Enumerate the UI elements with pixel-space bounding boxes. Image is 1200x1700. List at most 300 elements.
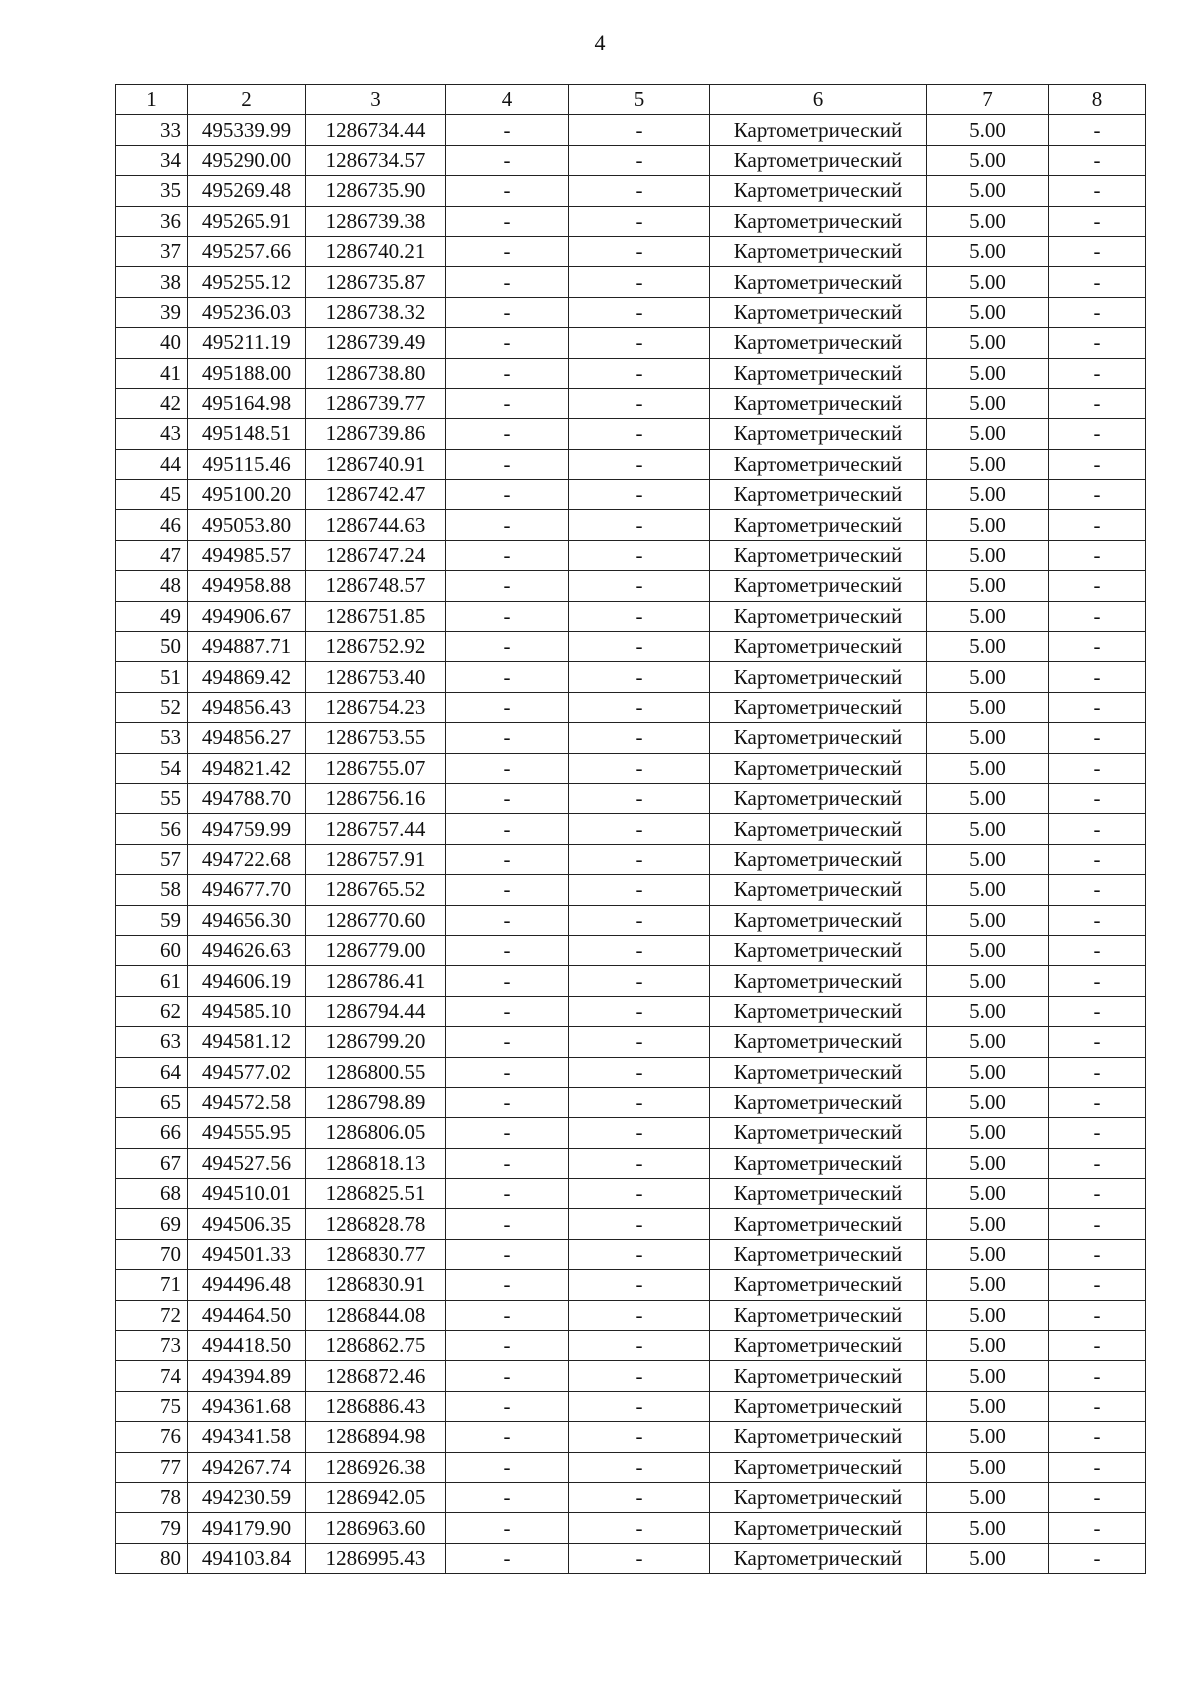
- table-row: [116, 1452, 1146, 1482]
- table-header-row: [116, 85, 1146, 115]
- cell-col4: -: [446, 753, 569, 783]
- cell-method: Картометрический: [710, 844, 927, 874]
- cell-method: Картометрический: [710, 388, 927, 418]
- cell-y: 1286756.16: [306, 783, 446, 813]
- cell-col8: -: [1049, 540, 1146, 570]
- cell-method: Картометрический: [710, 297, 927, 327]
- cell-y: 1286739.86: [306, 419, 446, 449]
- cell-accuracy: 5.00: [927, 966, 1049, 996]
- cell-x: 494887.71: [188, 632, 306, 662]
- cell-x: 495257.66: [188, 236, 306, 266]
- cell-method: Картометрический: [710, 1118, 927, 1148]
- cell-point-number: 52: [116, 692, 188, 722]
- cell-accuracy: 5.00: [927, 692, 1049, 722]
- cell-col4: -: [446, 236, 569, 266]
- cell-method: Картометрический: [710, 1179, 927, 1209]
- cell-method: Картометрический: [710, 814, 927, 844]
- cell-accuracy: 5.00: [927, 388, 1049, 418]
- cell-col8: -: [1049, 1270, 1146, 1300]
- cell-x: 494581.12: [188, 1027, 306, 1057]
- cell-col5: -: [569, 1027, 710, 1057]
- cell-x: 494230.59: [188, 1482, 306, 1512]
- cell-col4: -: [446, 480, 569, 510]
- table-row: [116, 1239, 1146, 1269]
- cell-method: Картометрический: [710, 1057, 927, 1087]
- cell-point-number: 51: [116, 662, 188, 692]
- cell-col8: -: [1049, 662, 1146, 692]
- cell-point-number: 33: [116, 115, 188, 145]
- cell-col8: -: [1049, 115, 1146, 145]
- cell-col5: -: [569, 1179, 710, 1209]
- cell-accuracy: 5.00: [927, 1543, 1049, 1573]
- cell-accuracy: 5.00: [927, 1239, 1049, 1269]
- table-row: [116, 1118, 1146, 1148]
- cell-accuracy: 5.00: [927, 328, 1049, 358]
- cell-x: 494394.89: [188, 1361, 306, 1391]
- cell-col4: -: [446, 935, 569, 965]
- cell-method: Картометрический: [710, 1239, 927, 1269]
- cell-col4: -: [446, 510, 569, 540]
- cell-accuracy: 5.00: [927, 632, 1049, 662]
- cell-y: 1286742.47: [306, 480, 446, 510]
- cell-y: 1286830.91: [306, 1270, 446, 1300]
- cell-col5: -: [569, 753, 710, 783]
- cell-y: 1286735.87: [306, 267, 446, 297]
- cell-method: Картометрический: [710, 783, 927, 813]
- cell-point-number: 54: [116, 753, 188, 783]
- cell-method: Картометрический: [710, 1422, 927, 1452]
- cell-accuracy: 5.00: [927, 115, 1049, 145]
- cell-method: Картометрический: [710, 723, 927, 753]
- table-row: [116, 753, 1146, 783]
- cell-method: Картометрический: [710, 753, 927, 783]
- table-row: [116, 1087, 1146, 1117]
- cell-col4: -: [446, 1422, 569, 1452]
- cell-col4: -: [446, 632, 569, 662]
- cell-accuracy: 5.00: [927, 1027, 1049, 1057]
- cell-y: 1286751.85: [306, 601, 446, 631]
- cell-accuracy: 5.00: [927, 844, 1049, 874]
- cell-col5: -: [569, 1148, 710, 1178]
- cell-y: 1286744.63: [306, 510, 446, 540]
- table-row: [116, 145, 1146, 175]
- cell-y: 1286765.52: [306, 875, 446, 905]
- cell-col5: -: [569, 571, 710, 601]
- cell-point-number: 37: [116, 236, 188, 266]
- cell-y: 1286798.89: [306, 1087, 446, 1117]
- cell-col5: -: [569, 875, 710, 905]
- cell-accuracy: 5.00: [927, 1118, 1049, 1148]
- cell-col4: -: [446, 1482, 569, 1512]
- cell-col5: -: [569, 1513, 710, 1543]
- cell-accuracy: 5.00: [927, 145, 1049, 175]
- cell-point-number: 60: [116, 935, 188, 965]
- cell-col5: -: [569, 267, 710, 297]
- cell-x: 494869.42: [188, 662, 306, 692]
- cell-y: 1286786.41: [306, 966, 446, 996]
- cell-y: 1286754.23: [306, 692, 446, 722]
- table-row: [116, 1057, 1146, 1087]
- cell-col8: -: [1049, 875, 1146, 905]
- table-row: [116, 1148, 1146, 1178]
- cell-col4: -: [446, 1331, 569, 1361]
- cell-col8: -: [1049, 935, 1146, 965]
- cell-y: 1286942.05: [306, 1482, 446, 1512]
- cell-col5: -: [569, 1361, 710, 1391]
- cell-point-number: 57: [116, 844, 188, 874]
- cell-col4: -: [446, 1087, 569, 1117]
- cell-point-number: 58: [116, 875, 188, 905]
- cell-x: 494906.67: [188, 601, 306, 631]
- table-row: [116, 480, 1146, 510]
- cell-y: 1286753.55: [306, 723, 446, 753]
- cell-y: 1286844.08: [306, 1300, 446, 1330]
- cell-accuracy: 5.00: [927, 1331, 1049, 1361]
- cell-point-number: 71: [116, 1270, 188, 1300]
- cell-col5: -: [569, 297, 710, 327]
- cell-col4: -: [446, 1270, 569, 1300]
- cell-col8: -: [1049, 176, 1146, 206]
- cell-method: Картометрический: [710, 1087, 927, 1117]
- cell-method: Картометрический: [710, 935, 927, 965]
- cell-accuracy: 5.00: [927, 935, 1049, 965]
- header-cell-col5: 5: [569, 85, 710, 115]
- cell-col4: -: [446, 328, 569, 358]
- cell-col8: -: [1049, 1209, 1146, 1239]
- cell-col8: -: [1049, 1331, 1146, 1361]
- cell-col8: -: [1049, 723, 1146, 753]
- header-cell-point-number: 1: [116, 85, 188, 115]
- cell-method: Картометрический: [710, 540, 927, 570]
- cell-x: 495100.20: [188, 480, 306, 510]
- cell-point-number: 45: [116, 480, 188, 510]
- cell-accuracy: 5.00: [927, 480, 1049, 510]
- cell-accuracy: 5.00: [927, 206, 1049, 236]
- cell-col4: -: [446, 875, 569, 905]
- cell-col8: -: [1049, 358, 1146, 388]
- cell-col4: -: [446, 1209, 569, 1239]
- cell-method: Картометрический: [710, 692, 927, 722]
- cell-y: 1286734.44: [306, 115, 446, 145]
- cell-method: Картометрический: [710, 449, 927, 479]
- cell-method: Картометрический: [710, 115, 927, 145]
- cell-method: Картометрический: [710, 875, 927, 905]
- cell-col4: -: [446, 388, 569, 418]
- cell-col4: -: [446, 176, 569, 206]
- cell-y: 1286740.21: [306, 236, 446, 266]
- cell-y: 1286738.32: [306, 297, 446, 327]
- cell-accuracy: 5.00: [927, 1452, 1049, 1482]
- table-row: [116, 935, 1146, 965]
- cell-col5: -: [569, 1543, 710, 1573]
- cell-col8: -: [1049, 419, 1146, 449]
- table-row: [116, 1027, 1146, 1057]
- cell-col5: -: [569, 1270, 710, 1300]
- cell-col4: -: [446, 449, 569, 479]
- cell-col4: -: [446, 419, 569, 449]
- cell-method: Картометрический: [710, 1543, 927, 1573]
- cell-col8: -: [1049, 328, 1146, 358]
- cell-col4: -: [446, 571, 569, 601]
- cell-point-number: 34: [116, 145, 188, 175]
- cell-col5: -: [569, 1482, 710, 1512]
- cell-method: Картометрический: [710, 328, 927, 358]
- cell-x: 494577.02: [188, 1057, 306, 1087]
- cell-col5: -: [569, 206, 710, 236]
- cell-accuracy: 5.00: [927, 753, 1049, 783]
- cell-col8: -: [1049, 632, 1146, 662]
- cell-method: Картометрический: [710, 480, 927, 510]
- cell-accuracy: 5.00: [927, 996, 1049, 1026]
- cell-method: Картометрический: [710, 1452, 927, 1482]
- table-row: [116, 1391, 1146, 1421]
- header-cell-y: 3: [306, 85, 446, 115]
- cell-col8: -: [1049, 1057, 1146, 1087]
- cell-x: 494606.19: [188, 966, 306, 996]
- cell-accuracy: 5.00: [927, 419, 1049, 449]
- cell-col5: -: [569, 814, 710, 844]
- table-row: [116, 844, 1146, 874]
- cell-col8: -: [1049, 783, 1146, 813]
- cell-col5: -: [569, 358, 710, 388]
- cell-y: 1286926.38: [306, 1452, 446, 1482]
- table-row: [116, 1513, 1146, 1543]
- cell-accuracy: 5.00: [927, 1087, 1049, 1117]
- cell-accuracy: 5.00: [927, 1300, 1049, 1330]
- cell-point-number: 42: [116, 388, 188, 418]
- cell-x: 494626.63: [188, 935, 306, 965]
- cell-accuracy: 5.00: [927, 1209, 1049, 1239]
- cell-col8: -: [1049, 1422, 1146, 1452]
- cell-point-number: 69: [116, 1209, 188, 1239]
- cell-method: Картометрический: [710, 662, 927, 692]
- cell-method: Картометрический: [710, 145, 927, 175]
- cell-point-number: 36: [116, 206, 188, 236]
- table-row: [116, 1422, 1146, 1452]
- cell-col8: -: [1049, 571, 1146, 601]
- cell-method: Картометрический: [710, 966, 927, 996]
- cell-method: Картометрический: [710, 419, 927, 449]
- cell-col8: -: [1049, 1391, 1146, 1421]
- cell-y: 1286739.38: [306, 206, 446, 236]
- cell-x: 495188.00: [188, 358, 306, 388]
- cell-x: 494506.35: [188, 1209, 306, 1239]
- table-row: [116, 1482, 1146, 1512]
- table-row: [116, 206, 1146, 236]
- cell-col4: -: [446, 297, 569, 327]
- cell-col5: -: [569, 632, 710, 662]
- cell-col5: -: [569, 601, 710, 631]
- cell-col8: -: [1049, 1452, 1146, 1482]
- cell-point-number: 38: [116, 267, 188, 297]
- cell-x: 494985.57: [188, 540, 306, 570]
- cell-y: 1286738.80: [306, 358, 446, 388]
- table-row: [116, 1209, 1146, 1239]
- cell-accuracy: 5.00: [927, 814, 1049, 844]
- cell-accuracy: 5.00: [927, 1270, 1049, 1300]
- cell-y: 1286806.05: [306, 1118, 446, 1148]
- cell-x: 494856.43: [188, 692, 306, 722]
- cell-col5: -: [569, 480, 710, 510]
- cell-method: Картометрический: [710, 1148, 927, 1178]
- cell-col8: -: [1049, 1179, 1146, 1209]
- cell-col4: -: [446, 145, 569, 175]
- cell-col4: -: [446, 540, 569, 570]
- cell-point-number: 48: [116, 571, 188, 601]
- cell-col5: -: [569, 1300, 710, 1330]
- cell-col5: -: [569, 419, 710, 449]
- cell-y: 1286757.91: [306, 844, 446, 874]
- cell-col4: -: [446, 662, 569, 692]
- cell-method: Картометрический: [710, 601, 927, 631]
- cell-point-number: 59: [116, 905, 188, 935]
- table-row: [116, 905, 1146, 935]
- cell-y: 1286862.75: [306, 1331, 446, 1361]
- cell-x: 494267.74: [188, 1452, 306, 1482]
- cell-y: 1286995.43: [306, 1543, 446, 1573]
- cell-x: 495164.98: [188, 388, 306, 418]
- table-row: [116, 601, 1146, 631]
- cell-col5: -: [569, 115, 710, 145]
- cell-y: 1286735.90: [306, 176, 446, 206]
- cell-x: 494510.01: [188, 1179, 306, 1209]
- cell-col4: -: [446, 1361, 569, 1391]
- cell-point-number: 66: [116, 1118, 188, 1148]
- cell-x: 494464.50: [188, 1300, 306, 1330]
- cell-point-number: 67: [116, 1148, 188, 1178]
- cell-accuracy: 5.00: [927, 875, 1049, 905]
- cell-col5: -: [569, 783, 710, 813]
- cell-x: 494788.70: [188, 783, 306, 813]
- header-cell-col4: 4: [446, 85, 569, 115]
- cell-y: 1286770.60: [306, 905, 446, 935]
- table-row: [116, 358, 1146, 388]
- cell-col8: -: [1049, 692, 1146, 722]
- cell-col8: -: [1049, 814, 1146, 844]
- cell-point-number: 53: [116, 723, 188, 753]
- cell-method: Картометрический: [710, 1209, 927, 1239]
- cell-col5: -: [569, 692, 710, 722]
- cell-point-number: 56: [116, 814, 188, 844]
- header-cell-method: 6: [710, 85, 927, 115]
- cell-col5: -: [569, 388, 710, 418]
- table-row: [116, 1543, 1146, 1573]
- table-row: [116, 1331, 1146, 1361]
- cell-x: 494572.58: [188, 1087, 306, 1117]
- cell-col4: -: [446, 1239, 569, 1269]
- cell-col5: -: [569, 236, 710, 266]
- cell-accuracy: 5.00: [927, 571, 1049, 601]
- cell-x: 494179.90: [188, 1513, 306, 1543]
- cell-y: 1286752.92: [306, 632, 446, 662]
- cell-method: Картометрический: [710, 1270, 927, 1300]
- cell-x: 495265.91: [188, 206, 306, 236]
- cell-col5: -: [569, 1452, 710, 1482]
- cell-point-number: 39: [116, 297, 188, 327]
- cell-point-number: 80: [116, 1543, 188, 1573]
- cell-col4: -: [446, 1391, 569, 1421]
- table-row: [116, 632, 1146, 662]
- cell-col8: -: [1049, 145, 1146, 175]
- cell-col8: -: [1049, 996, 1146, 1026]
- cell-accuracy: 5.00: [927, 1057, 1049, 1087]
- cell-col5: -: [569, 145, 710, 175]
- cell-col5: -: [569, 328, 710, 358]
- cell-point-number: 70: [116, 1239, 188, 1269]
- cell-accuracy: 5.00: [927, 297, 1049, 327]
- cell-y: 1286740.91: [306, 449, 446, 479]
- table-row: [116, 388, 1146, 418]
- table-row: [116, 1300, 1146, 1330]
- cell-point-number: 43: [116, 419, 188, 449]
- cell-col4: -: [446, 1452, 569, 1482]
- cell-accuracy: 5.00: [927, 1361, 1049, 1391]
- cell-accuracy: 5.00: [927, 905, 1049, 935]
- cell-x: 494555.95: [188, 1118, 306, 1148]
- cell-col5: -: [569, 662, 710, 692]
- cell-x: 494361.68: [188, 1391, 306, 1421]
- table-row: [116, 996, 1146, 1026]
- cell-method: Картометрический: [710, 1300, 927, 1330]
- cell-x: 495255.12: [188, 267, 306, 297]
- cell-col4: -: [446, 1179, 569, 1209]
- cell-method: Картометрический: [710, 267, 927, 297]
- cell-point-number: 77: [116, 1452, 188, 1482]
- cell-col4: -: [446, 115, 569, 145]
- cell-point-number: 46: [116, 510, 188, 540]
- cell-col5: -: [569, 1239, 710, 1269]
- cell-point-number: 72: [116, 1300, 188, 1330]
- cell-method: Картометрический: [710, 996, 927, 1026]
- table-row: [116, 449, 1146, 479]
- cell-point-number: 35: [116, 176, 188, 206]
- cell-col8: -: [1049, 844, 1146, 874]
- cell-x: 494958.88: [188, 571, 306, 601]
- cell-x: 494527.56: [188, 1148, 306, 1178]
- cell-y: 1286825.51: [306, 1179, 446, 1209]
- cell-col8: -: [1049, 1148, 1146, 1178]
- table-row: [116, 723, 1146, 753]
- cell-y: 1286800.55: [306, 1057, 446, 1087]
- cell-col4: -: [446, 783, 569, 813]
- cell-method: Картометрический: [710, 206, 927, 236]
- cell-col8: -: [1049, 297, 1146, 327]
- cell-col8: -: [1049, 1300, 1146, 1330]
- table-row: [116, 1270, 1146, 1300]
- cell-method: Картометрический: [710, 571, 927, 601]
- cell-accuracy: 5.00: [927, 510, 1049, 540]
- cell-col5: -: [569, 449, 710, 479]
- cell-method: Картометрический: [710, 1513, 927, 1543]
- cell-point-number: 76: [116, 1422, 188, 1452]
- cell-col5: -: [569, 966, 710, 996]
- cell-col5: -: [569, 1422, 710, 1452]
- cell-accuracy: 5.00: [927, 783, 1049, 813]
- table-row: [116, 115, 1146, 145]
- cell-col5: -: [569, 905, 710, 935]
- cell-accuracy: 5.00: [927, 1148, 1049, 1178]
- cell-point-number: 74: [116, 1361, 188, 1391]
- header-cell-col8: 8: [1049, 85, 1146, 115]
- table-row: [116, 176, 1146, 206]
- cell-y: 1286739.77: [306, 388, 446, 418]
- cell-col4: -: [446, 814, 569, 844]
- cell-accuracy: 5.00: [927, 358, 1049, 388]
- cell-point-number: 78: [116, 1482, 188, 1512]
- table-row: [116, 1179, 1146, 1209]
- table-row: [116, 510, 1146, 540]
- cell-accuracy: 5.00: [927, 449, 1049, 479]
